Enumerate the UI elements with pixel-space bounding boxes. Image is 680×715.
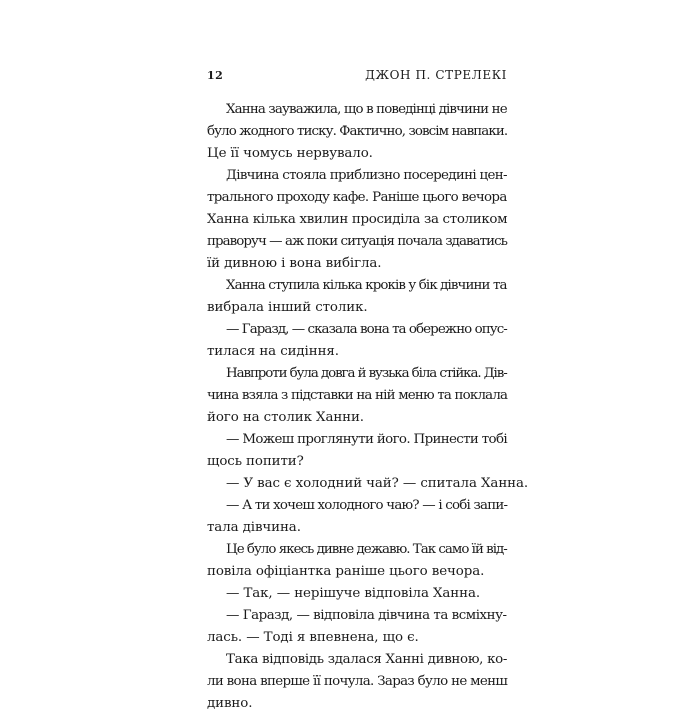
text-line: Така відповідь здалася Ханні дивною, ко- — [226, 652, 508, 667]
page-number: 12 — [207, 69, 224, 82]
running-header-author: ДЖОН П. СТРЕЛЕКІ — [365, 68, 507, 82]
text-line: Ханна зауважила, що в поведінці дівчини не — [226, 102, 507, 117]
text-line: лась. — Тоді я впевнена, що є. — [207, 630, 419, 645]
text-line: тала дівчина. — [207, 520, 301, 535]
text-line: Ханна кілька хвилин просиділа за столиком — [207, 212, 508, 227]
body-text — [207, 99, 529, 715]
text-line: дивно. — [207, 696, 253, 711]
text-line: щось попити? — [207, 454, 304, 469]
text-line: — Гаразд, — сказала вона та обережно опус- — [226, 322, 507, 337]
text-line: Це було якесь дивне дежавю. Так само їй від- — [226, 542, 507, 557]
text-line: праворуч — аж поки ситуація почала здаватись — [207, 234, 508, 249]
text-line: вибрала інший столик. — [207, 300, 368, 315]
text-line: Це її чомусь нервувало. — [207, 146, 373, 161]
text-line: — У вас є холодний чай? — спитала Ханна. — [226, 476, 529, 491]
text-line: Навпроти була довга й вузька біла стійка. Дів- — [226, 366, 507, 381]
text-line: його на столик Ханни. — [207, 410, 364, 425]
text-line: ли вона вперше її почула. Зараз було не менш — [207, 674, 508, 689]
text-line: — Можеш проглянути його. Принести тобі — [226, 432, 507, 447]
text-line: чина взяла з підставки на ній меню та поклала — [207, 388, 508, 403]
text-line: Дівчина стояла приблизно посередині цен- — [226, 168, 507, 183]
text-line: тилася на сидіння. — [207, 344, 339, 359]
text-line: їй дивною і вона вибігла. — [207, 256, 382, 271]
text-line: було жодного тиску. Фактично, зовсім навпаки. — [207, 124, 508, 139]
text-line: трального проходу кафе. Раніше цього вечора — [207, 190, 507, 205]
text-line: Ханна ступила кілька кроків у бік дівчини та — [226, 278, 507, 293]
text-line: — Так, — нерішуче відповіла Ханна. — [226, 586, 480, 601]
text-line: — Гаразд, — відповіла дівчина та всміхну- — [226, 608, 507, 623]
text-line: — А ти хочеш холодного чаю? — і собі запи- — [226, 498, 508, 513]
text-line: повіла офіціантка раніше цього вечора. — [207, 564, 485, 579]
